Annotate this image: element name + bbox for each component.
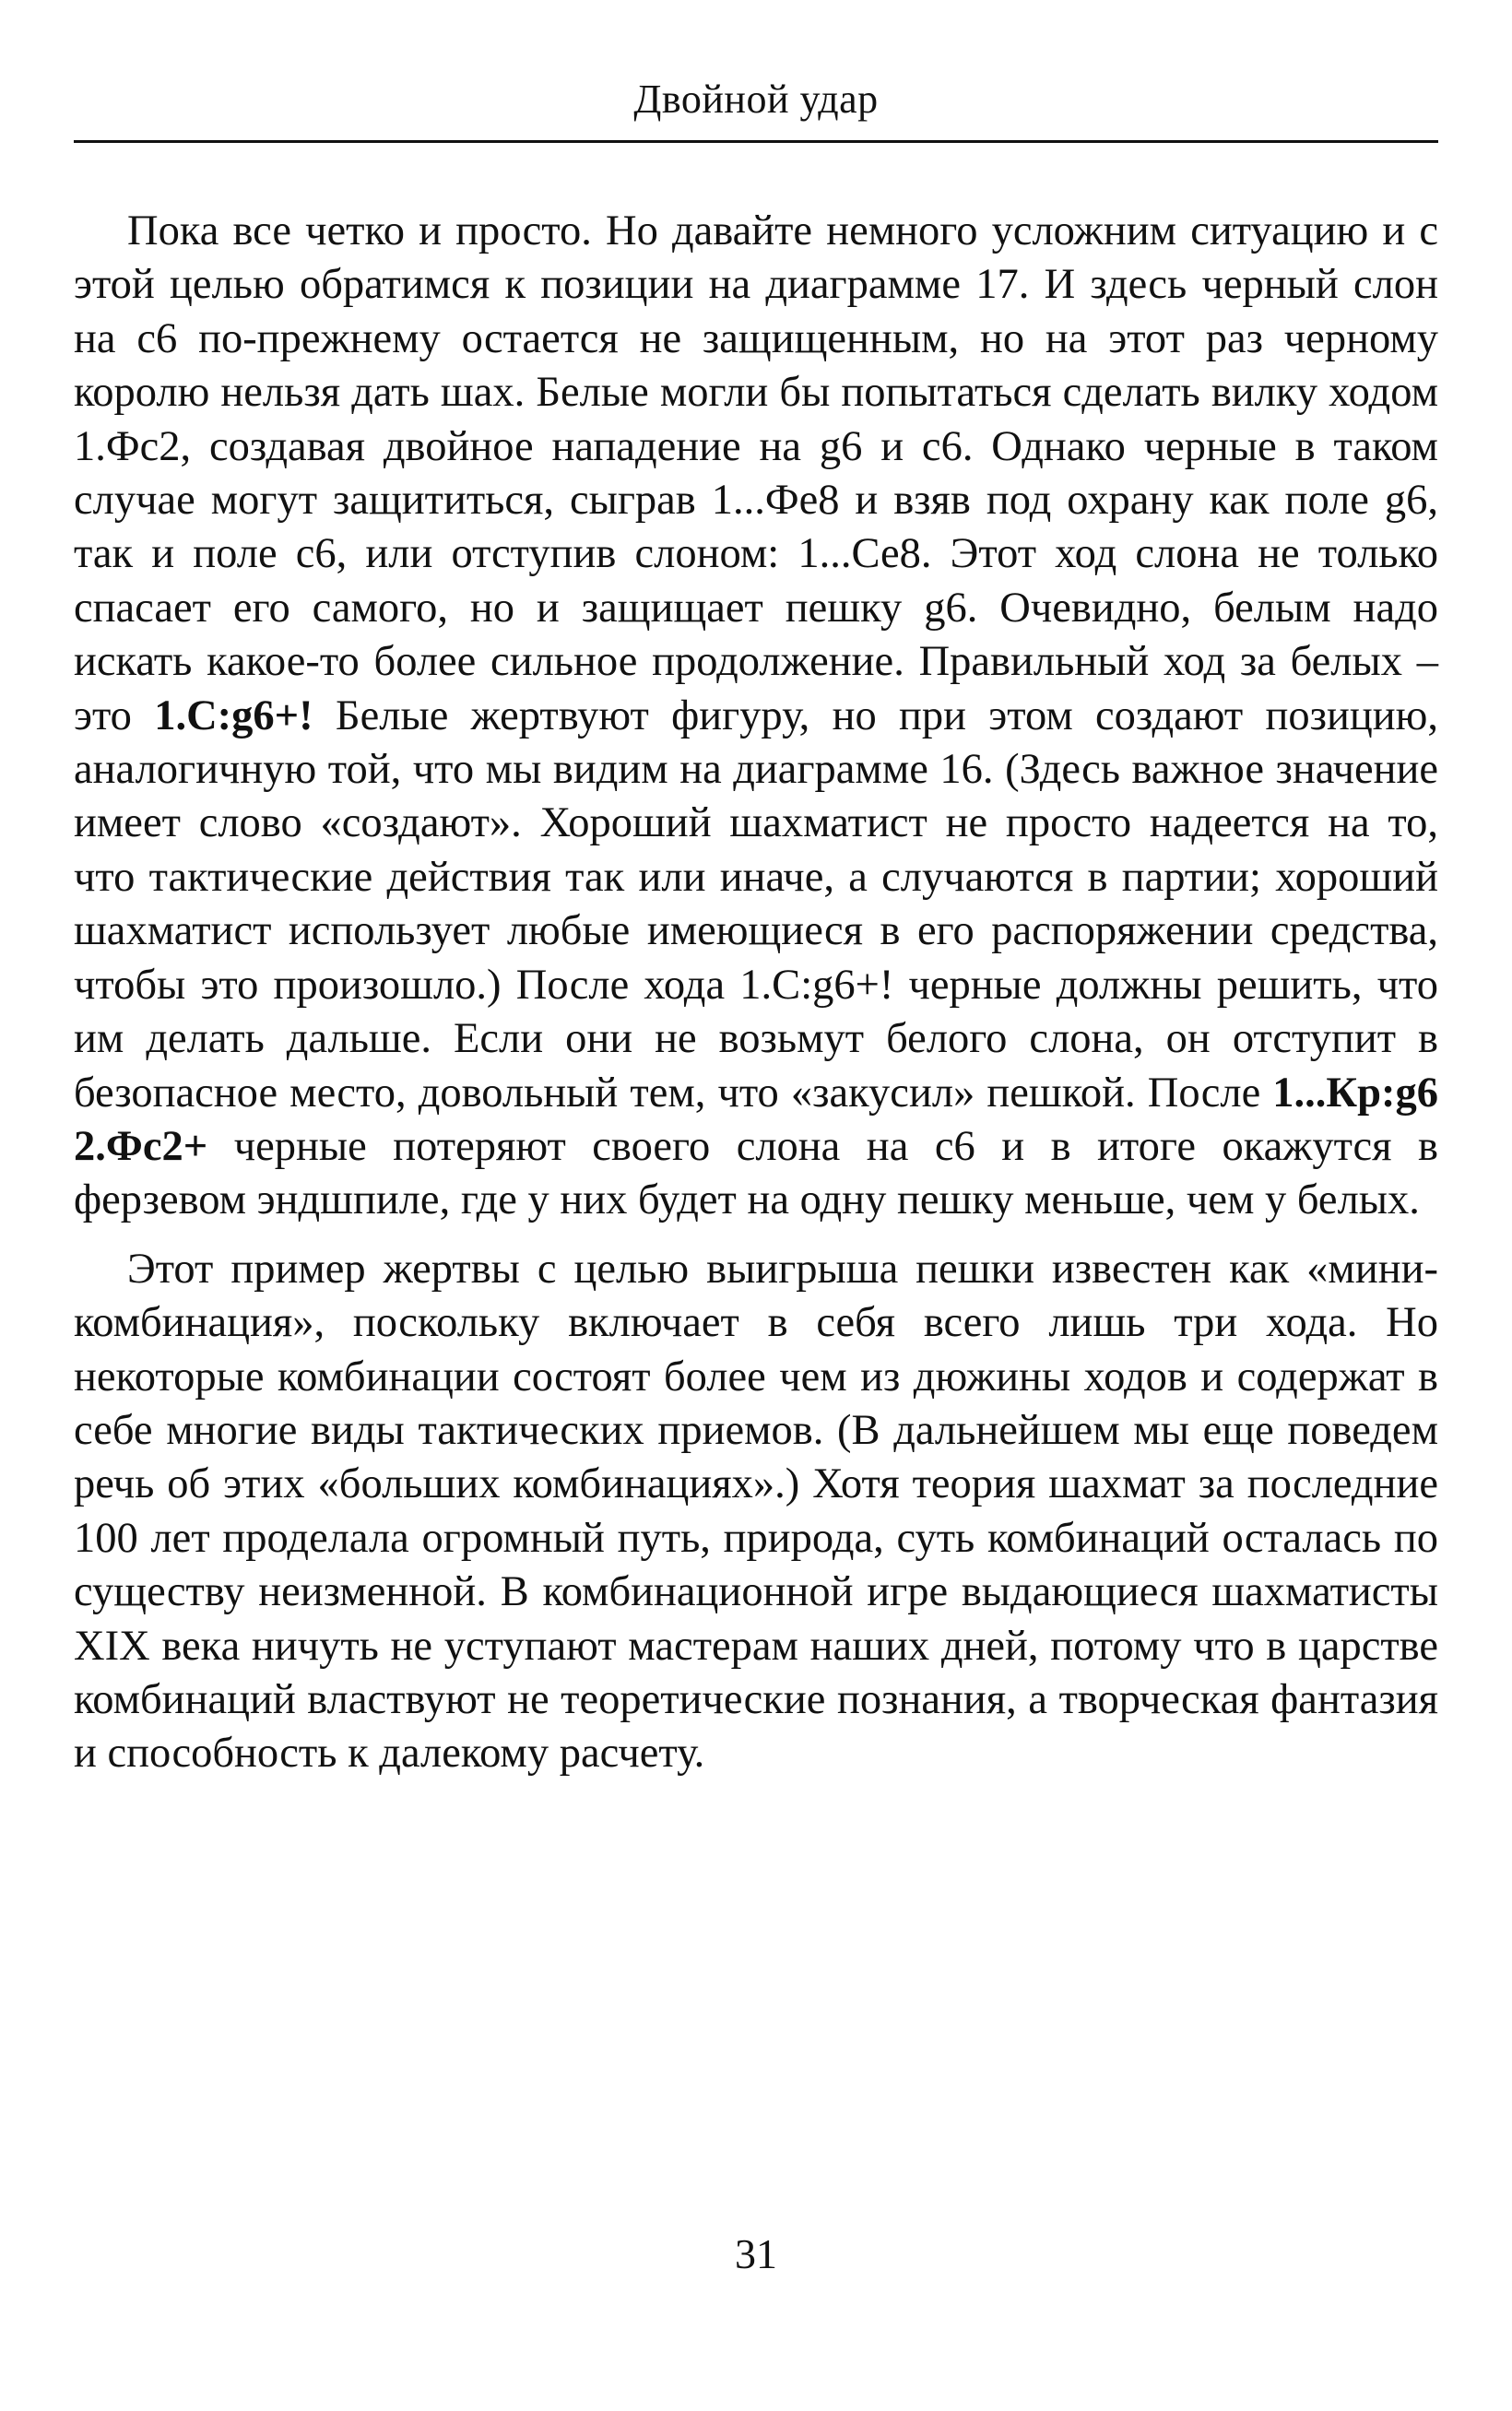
text-run: Этот пример жертвы с целью выигрыша пешки известен как «мини-комбинация», поскольку включает в себя всего лишь три хода. Но некоторые комбинации состоят более чем из дюжины ходов и содержат в себе многие виды тактических приемов. (В дальнейшем мы еще поведем речь об этих «больших комбинациях».) Хотя теория шахмат за последние 100 лет проделала огромный путь, природа, суть комбинаций осталась по существу неизменной. В комбинационной игре выдающиеся шахматисты XIX века ничуть не уступают мастерам наших дней, потому что в царстве комбинаций властвуют не теоретические познания, а творческая фантазия и способность к далекому расчету. [74, 1245, 1438, 1778]
move-notation: 1...Кр:g6 2.Фс2+ [74, 1069, 1438, 1170]
paragraph-1 [74, 205, 1438, 1228]
header-rule [74, 140, 1438, 143]
paragraph-2 [74, 1243, 1438, 1781]
text-run: Пока все четко и просто. Но давайте немного усложним ситуацию и с этой целью обратимся к позиции на диаграмме 17. И здесь черный слон на с6 по-прежнему остается не защищенным, но на этот раз черному королю нельзя дать шах. Белые могли бы попытаться сделать вилку ходом 1.Фс2, создавая двойное нападение на g6 и с6. Однако черные в таком случае могут защититься, сыграв 1...Фе8 и взяв под охрану как поле g6, так и поле с6, или отступив слоном: 1...Се8. Этот ход слона не только спасает его самого, но и защищает пешку g6. Очевидно, белым надо искать какое-то более сильное продолжение. Правильный ход за белых – это [74, 207, 1438, 739]
text-run: черные потеряют своего слона на с6 и в итоге окажутся в ферзевом эндшпиле, где у них будет на одну пешку меньше, чем у белых. [74, 1122, 1438, 1224]
text-run: Белые жертвуют фигуру, но при этом создают позицию, аналогичную той, что мы видим на диаграмме 16. (Здесь важное значение имеет слово «создают». Хороший шахматист не просто надеется на то, что тактические действия так или иначе, а случаются в партии; хороший шахматист использует любые имеющиеся в его распоряжении средства, чтобы это произошло.) После хода 1.С:g6+! черные должны решить, что им делать дальше. Если они не возьмут белого слона, он отступит в безопасное место, довольный тем, что «закусил» пешкой. После [74, 691, 1438, 1117]
running-head: Двойной удар [633, 77, 879, 122]
page-number: 31 [735, 2230, 777, 2277]
move-notation: 1.С:g6+! [154, 691, 313, 739]
body-text [74, 205, 1438, 1781]
